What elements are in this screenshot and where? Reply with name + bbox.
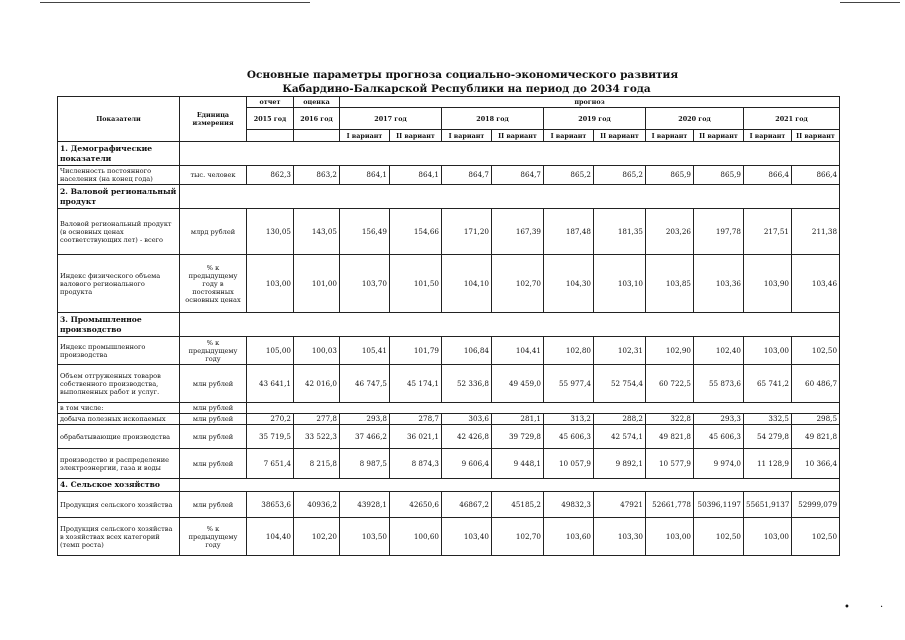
value-cell: 281,1 (492, 414, 544, 425)
value-cell: 103,00 (744, 518, 792, 556)
value-cell: 103,60 (544, 518, 594, 556)
value-cell: 60 722,5 (646, 365, 694, 403)
row-label: производство и распределение электроэнергии, газа и воды (58, 449, 180, 479)
value-cell: 303,6 (442, 414, 492, 425)
value-cell: 42 016,0 (294, 365, 340, 403)
row-label: Численность постоянного населения (на конец года) (58, 166, 180, 185)
value-cell: 130,05 (247, 209, 294, 255)
table-row (58, 449, 840, 479)
row-label: обрабатывающие производства (58, 425, 180, 449)
value-cell: 103,46 (792, 255, 840, 313)
value-cell: 52661,778 (646, 492, 694, 518)
value-cell: 55 873,6 (694, 365, 744, 403)
header-year: 2020 год (646, 108, 744, 130)
value-cell: 293,8 (340, 414, 390, 425)
header-variant-1: I вариант (646, 130, 694, 142)
value-cell: 103,00 (247, 255, 294, 313)
value-cell: 65 741,2 (744, 365, 792, 403)
value-cell: 171,20 (442, 209, 492, 255)
value-cell: 55651,9137 (744, 492, 792, 518)
table-row (58, 492, 840, 518)
value-cell: 10 057,9 (544, 449, 594, 479)
value-cell: 10 577,9 (646, 449, 694, 479)
value-cell: 52 336,8 (442, 365, 492, 403)
value-cell: 865,2 (594, 166, 646, 185)
value-cell: 217,51 (744, 209, 792, 255)
value-cell: 102,31 (594, 337, 646, 365)
header-year: 2016 год (294, 108, 340, 130)
value-cell: 197,78 (694, 209, 744, 255)
value-cell: 49 821,8 (646, 425, 694, 449)
value-cell: 45 174,1 (390, 365, 442, 403)
value-cell: 298,5 (792, 414, 840, 425)
value-cell: 103,90 (744, 255, 792, 313)
value-cell: 865,2 (544, 166, 594, 185)
value-cell: 270,2 (247, 414, 294, 425)
value-cell: 38653,6 (247, 492, 294, 518)
row-label: Продукция сельского хозяйства в хозяйствах всех категорий (темп роста) (58, 518, 180, 556)
value-cell: 49832,3 (544, 492, 594, 518)
value-cell: 35 719,5 (247, 425, 294, 449)
value-cell: 37 466,2 (340, 425, 390, 449)
value-cell: 42650,6 (390, 492, 442, 518)
value-cell: 865,9 (646, 166, 694, 185)
value-cell: 102,20 (294, 518, 340, 556)
value-cell: 102,50 (792, 337, 840, 365)
row-unit: млн рублей (180, 449, 247, 479)
value-cell: 50396,1197 (694, 492, 744, 518)
value-cell: 103,50 (340, 518, 390, 556)
value-cell: 143,05 (294, 209, 340, 255)
row-unit: млн рублей (180, 365, 247, 403)
header-year: 2015 год (247, 108, 294, 130)
header-year: 2019 год (544, 108, 646, 130)
row-unit: тыс. человек (180, 166, 247, 185)
value-cell: 101,79 (390, 337, 442, 365)
value-cell: 54 279,8 (744, 425, 792, 449)
value-cell: 865,9 (694, 166, 744, 185)
value-cell: 101,00 (294, 255, 340, 313)
row-unit: млн рублей (180, 492, 247, 518)
value-cell: 288,2 (594, 414, 646, 425)
value-cell: 863,2 (294, 166, 340, 185)
row-label: Валовой региональный продукт (в основных ценах соответствующих лет) - всего (58, 209, 180, 255)
table-row (58, 365, 840, 403)
value-cell: 102,50 (792, 518, 840, 556)
header-unit: Единица измерения (180, 97, 247, 142)
value-cell: 55 977,4 (544, 365, 594, 403)
row-label: добыча полезных ископаемых (58, 414, 180, 425)
value-cell: 8 874,3 (390, 449, 442, 479)
value-cell: 866,4 (744, 166, 792, 185)
value-cell: 156,49 (340, 209, 390, 255)
value-cell: 313,2 (544, 414, 594, 425)
value-cell: 103,10 (594, 255, 646, 313)
value-cell: 102,70 (492, 255, 544, 313)
value-cell: 102,90 (646, 337, 694, 365)
header-estimate: оценка (294, 97, 340, 108)
header-variant-2: II вариант (492, 130, 544, 142)
value-cell: 42 426,8 (442, 425, 492, 449)
value-cell: 104,30 (544, 255, 594, 313)
document-title-line-2: Кабардино-Балкарской Республики на период до 2034 года (282, 83, 651, 95)
value-cell: 7 651,4 (247, 449, 294, 479)
document-title-line-1: Основные параметры прогноза социально-экономического развития (246, 69, 679, 81)
value-cell: 103,00 (646, 518, 694, 556)
value-cell: 864,7 (492, 166, 544, 185)
scan-top-line-left (40, 2, 310, 3)
value-cell: 864,1 (340, 166, 390, 185)
section-heading: 4. Сельское хозяйство (58, 479, 180, 492)
row-unit: млн рублей (180, 425, 247, 449)
value-cell: 8 987,5 (340, 449, 390, 479)
header-year: 2021 год (744, 108, 840, 130)
value-cell: 278,7 (390, 414, 442, 425)
row-label: Объем отгруженных товаров собственного производства, выполненных работ и услуг. (58, 365, 180, 403)
value-cell: 33 522,3 (294, 425, 340, 449)
value-cell: 9 448,1 (492, 449, 544, 479)
row-label: Продукция сельского хозяйства (58, 492, 180, 518)
value-cell: 104,40 (247, 518, 294, 556)
header-variant-2: II вариант (390, 130, 442, 142)
table-row (58, 425, 840, 449)
value-cell: 39 729,8 (492, 425, 544, 449)
value-cell: 104,41 (492, 337, 544, 365)
header-variant-1: I вариант (340, 130, 390, 142)
row-unit: % к предыдущему году в постоянных основных ценах (180, 255, 247, 313)
row-label: в том числе: (58, 403, 180, 414)
row-label: Индекс промышленного производства (58, 337, 180, 365)
value-cell: 864,7 (442, 166, 492, 185)
value-cell: 43 641,1 (247, 365, 294, 403)
table-row (58, 414, 840, 425)
header-forecast: прогноз (340, 97, 840, 108)
value-cell: 45185,2 (492, 492, 544, 518)
value-cell: 187,48 (544, 209, 594, 255)
header-report: отчет (247, 97, 294, 108)
value-cell: 106,84 (442, 337, 492, 365)
value-cell: 102,40 (694, 337, 744, 365)
value-cell: 9 974,0 (694, 449, 744, 479)
table-row (58, 166, 840, 185)
value-cell: 866,4 (792, 166, 840, 185)
value-cell: 9 892,1 (594, 449, 646, 479)
value-cell: 46 747,5 (340, 365, 390, 403)
header-indicator: Показатели (58, 97, 180, 142)
header-variant-2: II вариант (792, 130, 840, 142)
scan-speck: • (844, 602, 850, 613)
row-unit: млн рублей (180, 414, 247, 425)
table-row (58, 337, 840, 365)
value-cell: 102,70 (492, 518, 544, 556)
value-cell: 42 574,1 (594, 425, 646, 449)
row-label: Индекс физического объема валового регионального продукта (58, 255, 180, 313)
value-cell: 43928,1 (340, 492, 390, 518)
value-cell: 103,00 (744, 337, 792, 365)
value-cell: 862,3 (247, 166, 294, 185)
value-cell: 293,3 (694, 414, 744, 425)
value-cell: 103,70 (340, 255, 390, 313)
value-cell: 47921 (594, 492, 646, 518)
value-cell: 864,1 (390, 166, 442, 185)
value-cell: 45 606,3 (694, 425, 744, 449)
value-cell: 103,30 (594, 518, 646, 556)
value-cell: 101,50 (390, 255, 442, 313)
header-variant-2: II вариант (594, 130, 646, 142)
section-heading: 1. Демографические показатели (58, 142, 180, 166)
value-cell: 10 366,4 (792, 449, 840, 479)
table-row (58, 209, 840, 255)
value-cell: 103,40 (442, 518, 492, 556)
value-cell: 154,66 (390, 209, 442, 255)
value-cell: 103,85 (646, 255, 694, 313)
scan-speck: · (880, 602, 884, 613)
header-variant-1: I вариант (442, 130, 492, 142)
table-row (58, 518, 840, 556)
value-cell: 8 215,8 (294, 449, 340, 479)
header-variant-2: II вариант (694, 130, 744, 142)
value-cell: 100,60 (390, 518, 442, 556)
value-cell: 167,39 (492, 209, 544, 255)
row-unit: млн рублей (180, 403, 247, 414)
value-cell: 60 486,7 (792, 365, 840, 403)
value-cell: 40936,2 (294, 492, 340, 518)
value-cell: 52999,079 (792, 492, 840, 518)
value-cell: 49 459,0 (492, 365, 544, 403)
section-heading: 3. Промышленное производство (58, 313, 180, 337)
value-cell: 102,50 (694, 518, 744, 556)
value-cell: 105,41 (340, 337, 390, 365)
row-unit: млрд рублей (180, 209, 247, 255)
header-year: 2018 год (442, 108, 544, 130)
forecast-table (57, 96, 840, 556)
value-cell: 211,38 (792, 209, 840, 255)
value-cell: 49 821,8 (792, 425, 840, 449)
value-cell: 102,80 (544, 337, 594, 365)
value-cell: 45 606,3 (544, 425, 594, 449)
value-cell: 203,26 (646, 209, 694, 255)
header-year: 2017 год (340, 108, 442, 130)
value-cell: 322,8 (646, 414, 694, 425)
value-cell: 46867,2 (442, 492, 492, 518)
table-row (58, 255, 840, 313)
value-cell: 52 754,4 (594, 365, 646, 403)
value-cell: 105,00 (247, 337, 294, 365)
value-cell: 103,36 (694, 255, 744, 313)
value-cell: 104,10 (442, 255, 492, 313)
value-cell: 36 021,1 (390, 425, 442, 449)
value-cell: 100,03 (294, 337, 340, 365)
value-cell: 332,5 (744, 414, 792, 425)
row-unit: % к предыдущему году (180, 337, 247, 365)
value-cell: 9 606,4 (442, 449, 492, 479)
value-cell: 277,8 (294, 414, 340, 425)
value-cell: 181,35 (594, 209, 646, 255)
section-heading: 2. Валовой региональный продукт (58, 185, 180, 209)
header-variant-1: I вариант (744, 130, 792, 142)
value-cell: 11 128,9 (744, 449, 792, 479)
header-variant-1: I вариант (544, 130, 594, 142)
row-unit: % к предыдущему году (180, 518, 247, 556)
scan-top-line-right (840, 2, 900, 3)
